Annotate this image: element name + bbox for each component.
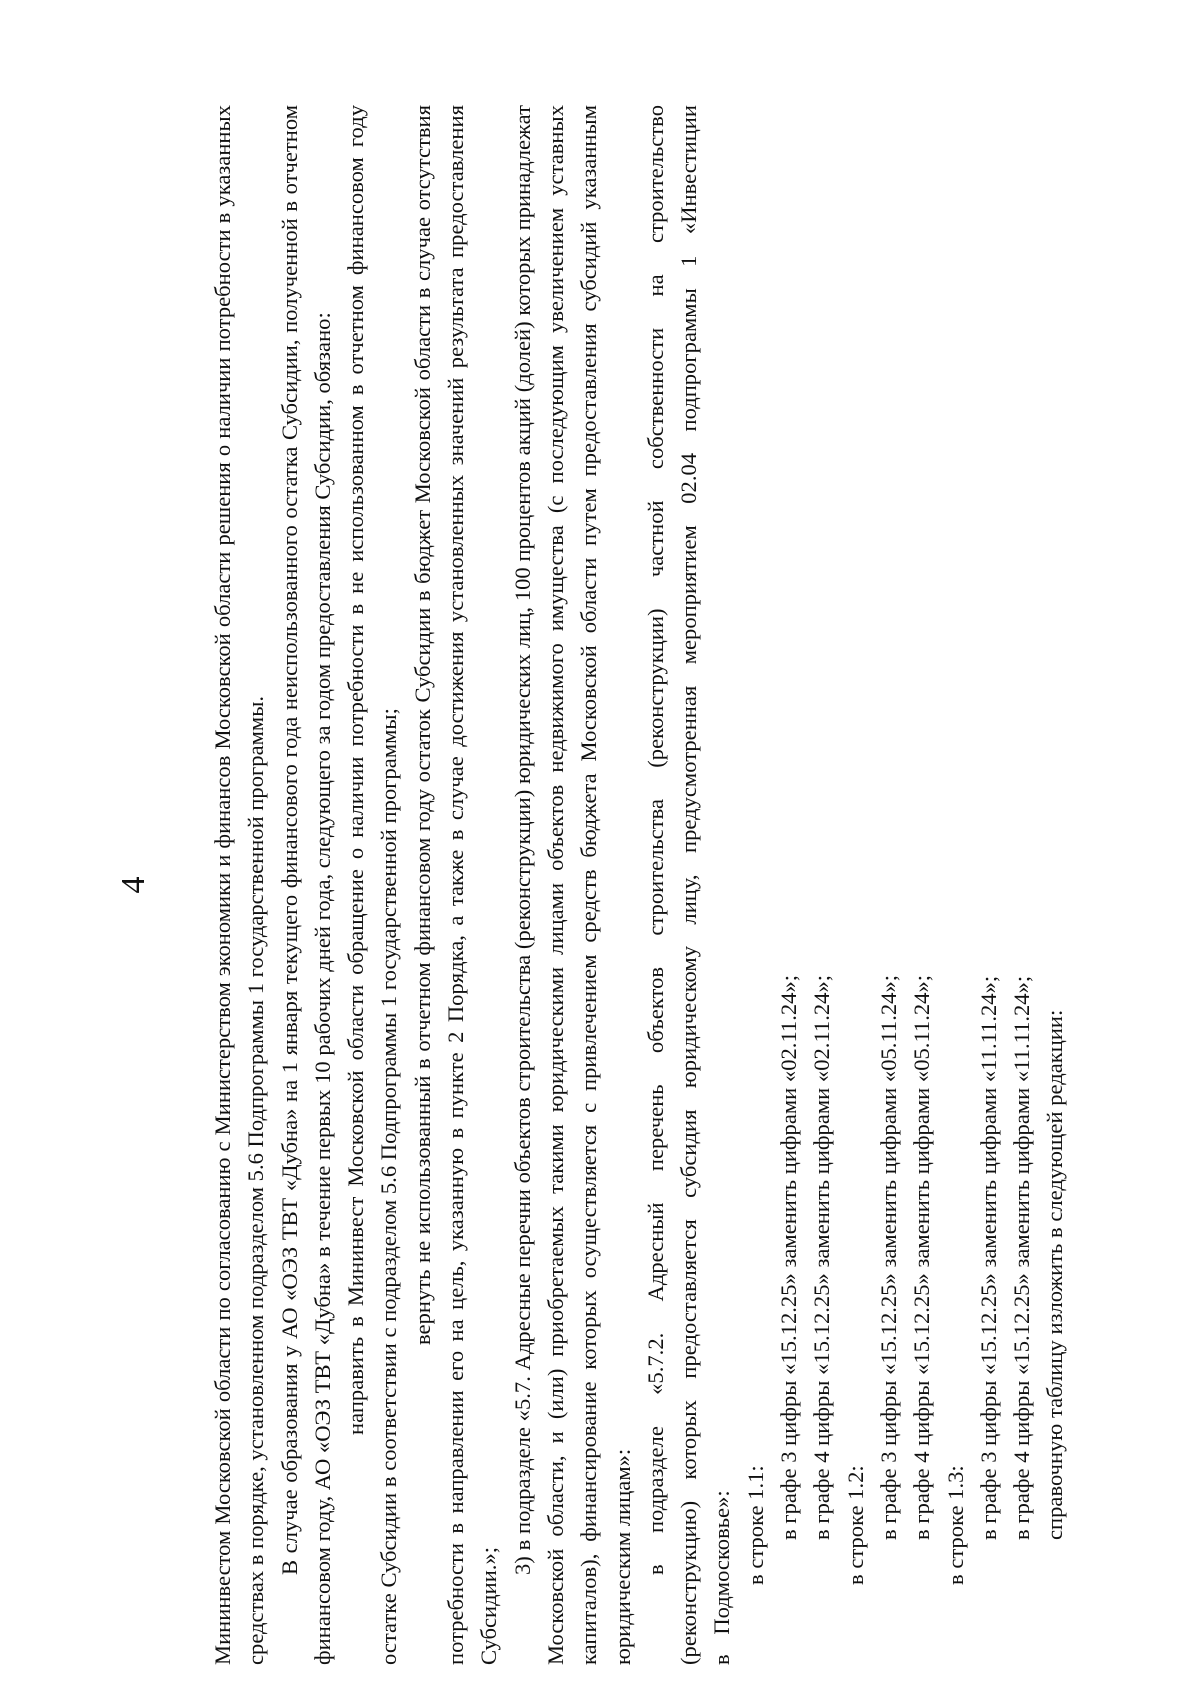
list-item: в графе 3 цифры «15.12.25» заменить цифрами «11.11.24»; xyxy=(975,975,1001,1540)
paragraph-return-residual: вернуть не использованный в отчетном финансовом году остаток Субсидии в бюджет Московской области в случае отсутствия потребности в направлении его на цель, указанную в пункте 2 Порядка, а также в случае достижения установленных значений результата предоставления Субсидии.»; xyxy=(409,105,502,1665)
page-number: 4 xyxy=(115,876,152,894)
paragraph-residual-subsidy: В случае образования у АО «ОЭЗ ТВТ «Дубна» на 1 января текущего финансового года неиспользованного остатка Субсидии, полученной в отчетном финансовом году, АО «ОЭЗ ТВТ «Дубна» в течение первых 10 рабочих дней года, следующего за годом предоставления Субсидии, обязано: xyxy=(276,105,335,1665)
document-body xyxy=(206,105,1072,1665)
list-item: в строке 1.3: xyxy=(942,1465,968,1585)
list-item: в графе 3 цифры «15.12.25» заменить цифрами «02.11.24»; xyxy=(776,974,802,1540)
paragraph-send-request: направить в Мининвест Московской области обращение о наличии потребности в не использованном в отчетном финансовом году остатке Субсидии в соответствии с подразделом 5.6 Подпрограммы 1 государственной программы; xyxy=(343,105,402,1665)
paragraph-subsection-5-7-2: в подразделе «5.7.2. Адресный перечень объектов строительства (реконструкции) частной собственности на строительство (реконструкцию) которых предоставляется субсидия юридическому лицу, предусмотренная мероприятием 02.04 подпрограммы 1 «Инвестиции в Подмосковье»: xyxy=(642,105,735,1665)
list-item: в графе 4 цифры «15.12.25» заменить цифрами «05.11.24»; xyxy=(909,974,935,1540)
rotated-content xyxy=(80,105,1140,1665)
list-item: в графе 4 цифры «15.12.25» заменить цифрами «11.11.24»; xyxy=(1009,975,1035,1540)
list-item: в графе 3 цифры «15.12.25» заменить цифрами «05.11.24»; xyxy=(875,974,901,1540)
list-item: справочную таблицу изложить в следующей редакции: xyxy=(1042,1009,1068,1540)
list-item: в строке 1.1: xyxy=(742,1465,768,1585)
paragraph-subsection-5-7: 3) в подразделе «5.7. Адресные перечни объектов строительства (реконструкции) юридических лиц, 100 процентов акций (долей) которых принадлежат Московской области, и (или) приобретаемых такими юридическими лицами объектов недвижимого имущества (с последующим увеличением уставных капиталов), финансирование которых осуществляется с привлечением средств бюджета Московской области путем предоставления субсидий указанным юридическим лицам»: xyxy=(509,105,635,1665)
list-item: в строке 1.2: xyxy=(842,1465,868,1585)
paragraph-continuation: Мининвестом Московской области по согласованию с Министерством экономики и финансов Московской области решения о наличии потребности в указанных средствах в порядке, установленном подразделом 5.6 Подпрограммы 1 государственной программы. xyxy=(210,105,269,1665)
list-item: в графе 4 цифры «15.12.25» заменить цифрами «02.11.24»; xyxy=(809,974,835,1540)
